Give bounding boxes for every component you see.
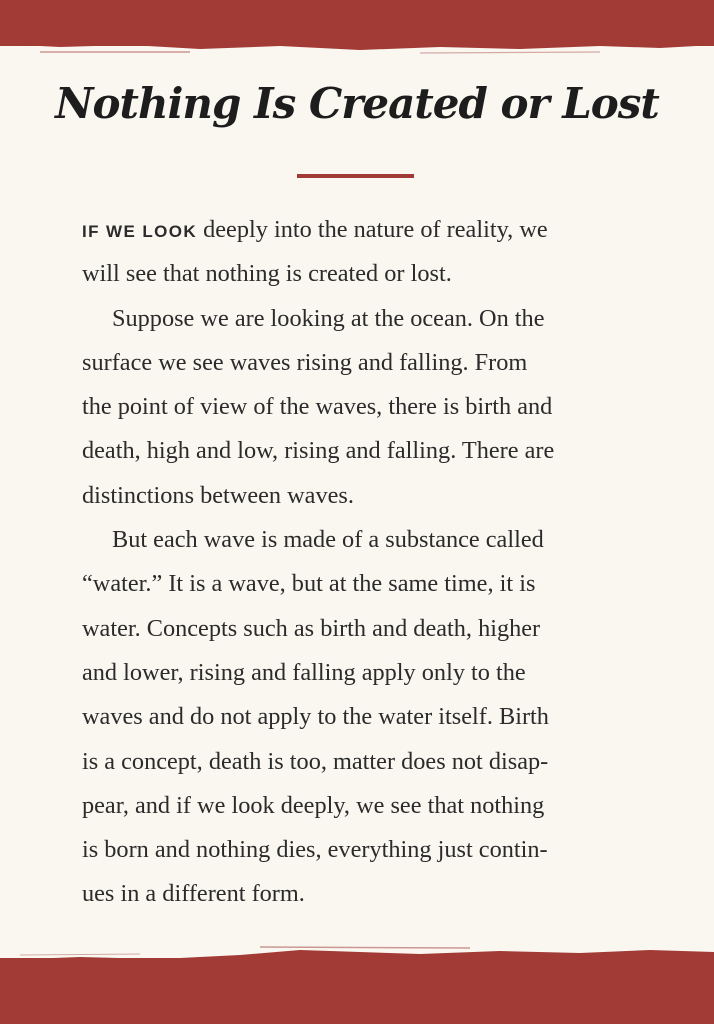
text-line: waves and do not apply to the water itself. Birth [82, 703, 549, 731]
bottom-decorative-band [0, 958, 714, 1024]
text-line: is a concept, death is too, matter does not disap- [82, 747, 549, 775]
top-brush-edge [0, 0, 714, 60]
page-title: Nothing Is Created or Lost [55, 79, 659, 128]
text-line: Suppose we are looking at the ocean. On the [112, 304, 545, 332]
text-line: will see that nothing is created or lost. [82, 260, 452, 288]
text-line: is born and nothing dies, everything just contin- [82, 836, 548, 864]
text-line: surface we see waves rising and falling. From [82, 348, 528, 376]
body-text [82, 208, 642, 917]
text-line: “water.” It is a wave, but at the same time, it is [82, 570, 536, 598]
text-line: distinctions between waves. [82, 481, 354, 509]
text-line: ues in a different form. [82, 880, 305, 908]
text-line: death, high and low, rising and falling. There are [82, 437, 555, 465]
title-underline-rule [297, 174, 414, 178]
text-line: IF WE LOOK deeply into the nature of reality, we [82, 216, 548, 243]
lead-in-small-caps: IF WE LOOK [82, 222, 198, 241]
text-line: the point of view of the waves, there is birth and [82, 393, 553, 421]
text-line: But each wave is made of a substance called [112, 526, 544, 554]
text-line: water. Concepts such as birth and death, higher [82, 614, 541, 642]
text-line: and lower, rising and falling apply only to the [82, 658, 526, 686]
text-line: pear, and if we look deeply, we see that nothing [82, 791, 545, 819]
